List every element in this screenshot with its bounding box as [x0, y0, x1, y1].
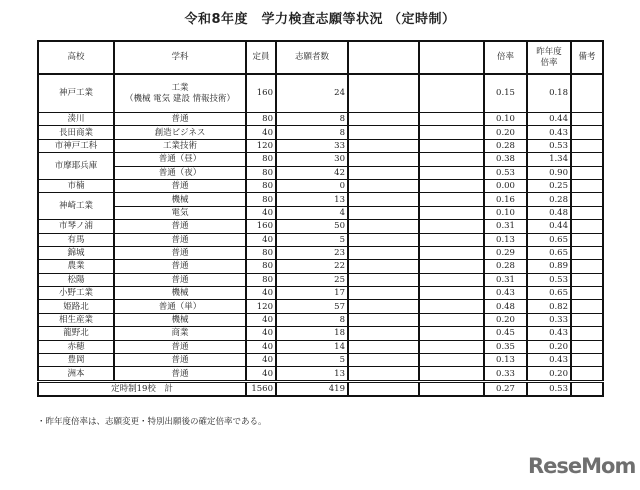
resemom-logo: ReseMom	[528, 454, 636, 478]
header-applicants: 志願者数	[276, 41, 348, 74]
table-row	[38, 327, 603, 340]
total-ratio: 0.27	[484, 381, 527, 396]
ratio-cell: 0.13	[484, 354, 527, 367]
table-row	[38, 300, 603, 313]
applicants-cell: 25	[276, 273, 348, 286]
ratio-cell: 0.53	[484, 166, 527, 179]
applicants-cell: 18	[276, 327, 348, 340]
applicants-cell: 0	[276, 179, 348, 192]
table-row	[38, 287, 603, 300]
blank-cell	[419, 113, 484, 126]
applicants-cell: 4	[276, 206, 348, 219]
table-row	[38, 313, 603, 326]
ratio-cell: 0.10	[484, 206, 527, 219]
blank-cell	[419, 206, 484, 219]
school-cell: 長田商業	[38, 126, 114, 139]
capacity-cell: 160	[246, 74, 276, 113]
school-cell: 市楠	[38, 179, 114, 192]
table-row	[38, 220, 603, 233]
blank-cell	[419, 260, 484, 273]
table-row	[38, 233, 603, 246]
blank-cell	[348, 327, 419, 340]
ratio-cell: 0.20	[484, 126, 527, 139]
dept-cell: 普通（夜）	[114, 166, 246, 179]
header-ratio: 倍率	[484, 41, 527, 74]
dept-cell: 普通（昼）	[114, 153, 246, 166]
applicants-cell: 42	[276, 166, 348, 179]
blank-cell	[348, 367, 419, 381]
capacity-cell: 80	[246, 153, 276, 166]
blank-cell	[419, 193, 484, 206]
blank-cell	[348, 153, 419, 166]
school-cell: 神戸工業	[38, 74, 114, 113]
blank-cell	[419, 246, 484, 259]
capacity-cell: 40	[246, 287, 276, 300]
remarks-cell	[571, 287, 603, 300]
remarks-cell	[571, 74, 603, 113]
ratio-cell: 0.16	[484, 193, 527, 206]
header-prev-ratio-label: 昨年度倍率	[536, 46, 562, 68]
blank-cell	[348, 220, 419, 233]
capacity-cell: 40	[246, 327, 276, 340]
total-capacity: 1560	[246, 381, 276, 396]
capacity-cell: 80	[246, 246, 276, 259]
capacity-cell: 40	[246, 313, 276, 326]
ratio-cell: 0.38	[484, 153, 527, 166]
prev-ratio-cell: 0.44	[527, 113, 571, 126]
dept-cell: 商業	[114, 327, 246, 340]
dept-cell: 普通	[114, 220, 246, 233]
dept-cell	[114, 74, 246, 113]
remarks-cell	[571, 233, 603, 246]
capacity-cell: 40	[246, 206, 276, 219]
blank-cell	[348, 300, 419, 313]
applicants-cell: 13	[276, 367, 348, 381]
blank-cell	[419, 381, 484, 396]
ratio-cell: 0.45	[484, 327, 527, 340]
table-row	[38, 139, 603, 152]
blank-cell	[348, 113, 419, 126]
school-cell: 湊川	[38, 113, 114, 126]
blank-cell	[348, 179, 419, 192]
ratio-cell: 0.43	[484, 287, 527, 300]
dept-cell: 普通	[114, 246, 246, 259]
blank-cell	[419, 300, 484, 313]
applicants-cell: 30	[276, 153, 348, 166]
school-cell: 市神戸工科	[38, 139, 114, 152]
applicants-cell: 23	[276, 246, 348, 259]
applicants-cell: 8	[276, 313, 348, 326]
prev-ratio-cell: 1.34	[527, 153, 571, 166]
prev-ratio-cell: 0.65	[527, 246, 571, 259]
prev-ratio-cell: 0.90	[527, 166, 571, 179]
prev-ratio-cell: 0.65	[527, 233, 571, 246]
table-row	[38, 153, 603, 166]
table-row	[38, 367, 603, 381]
ratio-cell: 0.00	[484, 179, 527, 192]
applicants-cell: 22	[276, 260, 348, 273]
header-row	[38, 41, 603, 74]
prev-ratio-cell: 0.53	[527, 273, 571, 286]
page-title: 令和8年度 学力検査志願等状況 （定時制）	[184, 12, 456, 27]
remarks-cell	[571, 153, 603, 166]
blank-cell	[419, 354, 484, 367]
blank-cell	[348, 246, 419, 259]
dept-cell: 普通	[114, 233, 246, 246]
prev-ratio-cell: 0.20	[527, 367, 571, 381]
dept-cell: 機械	[114, 287, 246, 300]
prev-ratio-cell: 0.28	[527, 193, 571, 206]
blank-cell	[348, 340, 419, 353]
school-cell: 農業	[38, 260, 114, 273]
dept-label: 工業	[171, 82, 189, 93]
prev-ratio-cell: 0.82	[527, 300, 571, 313]
applicants-cell: 57	[276, 300, 348, 313]
header-blank-2	[419, 41, 484, 74]
school-cell: 小野工業	[38, 287, 114, 300]
prev-ratio-cell: 0.48	[527, 206, 571, 219]
blank-cell	[419, 273, 484, 286]
capacity-cell: 120	[246, 139, 276, 152]
blank-cell	[419, 340, 484, 353]
remarks-cell	[571, 206, 603, 219]
capacity-cell: 40	[246, 340, 276, 353]
table-row	[38, 246, 603, 259]
capacity-cell: 80	[246, 179, 276, 192]
total-label: 定時制19校 計	[38, 381, 246, 396]
blank-cell	[348, 313, 419, 326]
prev-ratio-cell: 0.43	[527, 126, 571, 139]
footnote: ・昨年度倍率は、志願変更・特別出願後の確定倍率である。	[37, 417, 267, 427]
remarks-cell	[571, 260, 603, 273]
dept-cell: 普通	[114, 340, 246, 353]
school-cell: 姫路北	[38, 300, 114, 313]
remarks-cell	[571, 193, 603, 206]
remarks-cell	[571, 166, 603, 179]
remarks-cell	[571, 113, 603, 126]
applicants-cell: 5	[276, 233, 348, 246]
prev-ratio-cell: 0.43	[527, 354, 571, 367]
applicants-cell: 50	[276, 220, 348, 233]
blank-cell	[348, 354, 419, 367]
capacity-cell: 120	[246, 300, 276, 313]
total-applicants: 419	[276, 381, 348, 396]
prev-ratio-cell: 0.89	[527, 260, 571, 273]
ratio-cell: 0.15	[484, 74, 527, 113]
capacity-cell: 80	[246, 273, 276, 286]
remarks-cell	[571, 179, 603, 192]
school-cell: 龍野北	[38, 327, 114, 340]
blank-cell	[419, 139, 484, 152]
header-capacity: 定員	[246, 41, 276, 74]
blank-cell	[419, 166, 484, 179]
dept-cell: 工業技術	[114, 139, 246, 152]
header-remarks: 備考	[571, 41, 603, 74]
table-row	[38, 354, 603, 367]
ratio-cell: 0.29	[484, 246, 527, 259]
table-row	[38, 193, 603, 206]
table-row	[38, 340, 603, 353]
prev-ratio-cell: 0.65	[527, 287, 571, 300]
ratio-cell: 0.33	[484, 367, 527, 381]
prev-ratio-cell: 0.25	[527, 179, 571, 192]
table-row	[38, 206, 603, 219]
capacity-cell: 40	[246, 354, 276, 367]
applicants-cell: 24	[276, 74, 348, 113]
remarks-cell	[571, 340, 603, 353]
blank-cell	[419, 287, 484, 300]
applicants-cell: 8	[276, 126, 348, 139]
ratio-cell: 0.48	[484, 300, 527, 313]
blank-cell	[348, 74, 419, 113]
remarks-cell	[571, 354, 603, 367]
header-blank-1	[348, 41, 419, 74]
table-row	[38, 74, 603, 113]
prev-ratio-cell: 0.44	[527, 220, 571, 233]
capacity-cell: 80	[246, 166, 276, 179]
school-cell: 市琴ノ浦	[38, 220, 114, 233]
prev-ratio-cell: 0.53	[527, 139, 571, 152]
blank-cell	[348, 206, 419, 219]
blank-cell	[348, 233, 419, 246]
table-row	[38, 273, 603, 286]
school-cell: 有馬	[38, 233, 114, 246]
capacity-cell: 80	[246, 193, 276, 206]
remarks-cell	[571, 381, 603, 396]
prev-ratio-cell: 0.20	[527, 340, 571, 353]
dept-sub-label: （機械 電気 建設 情報技術）	[124, 93, 236, 104]
applicants-cell: 17	[276, 287, 348, 300]
blank-cell	[419, 179, 484, 192]
blank-cell	[348, 381, 419, 396]
blank-cell	[348, 139, 419, 152]
school-cell: 相生産業	[38, 313, 114, 326]
school-cell: 洲本	[38, 367, 114, 381]
blank-cell	[419, 367, 484, 381]
ratio-cell: 0.28	[484, 139, 527, 152]
school-cell: 赤穂	[38, 340, 114, 353]
header-school: 高校	[38, 41, 114, 74]
ratio-cell: 0.31	[484, 273, 527, 286]
capacity-cell: 160	[246, 220, 276, 233]
applicants-cell: 8	[276, 113, 348, 126]
table-row	[38, 179, 603, 192]
blank-cell	[419, 74, 484, 113]
dept-cell: 普通	[114, 354, 246, 367]
dept-cell: 電気	[114, 206, 246, 219]
capacity-cell: 40	[246, 126, 276, 139]
blank-cell	[348, 273, 419, 286]
remarks-cell	[571, 246, 603, 259]
applicants-cell: 5	[276, 354, 348, 367]
dept-cell: 創造ビジネス	[114, 126, 246, 139]
ratio-cell: 0.31	[484, 220, 527, 233]
applicants-cell: 33	[276, 139, 348, 152]
school-cell: 神崎工業	[38, 193, 114, 220]
dept-cell: 機械	[114, 193, 246, 206]
ratio-cell: 0.10	[484, 113, 527, 126]
application-status-table	[37, 40, 604, 397]
capacity-cell: 80	[246, 260, 276, 273]
table-row	[38, 113, 603, 126]
prev-ratio-cell: 0.43	[527, 327, 571, 340]
total-row	[38, 381, 603, 396]
dept-cell: 普通	[114, 367, 246, 381]
table-row	[38, 126, 603, 139]
ratio-cell: 0.28	[484, 260, 527, 273]
remarks-cell	[571, 126, 603, 139]
header-dept: 学科	[114, 41, 246, 74]
blank-cell	[419, 233, 484, 246]
applicants-cell: 13	[276, 193, 348, 206]
blank-cell	[348, 126, 419, 139]
dept-cell: 普通（単）	[114, 300, 246, 313]
blank-cell	[348, 193, 419, 206]
total-prev-ratio: 0.53	[527, 381, 571, 396]
remarks-cell	[571, 367, 603, 381]
remarks-cell	[571, 220, 603, 233]
dept-cell: 普通	[114, 260, 246, 273]
dept-cell: 普通	[114, 179, 246, 192]
capacity-cell: 80	[246, 113, 276, 126]
remarks-cell	[571, 300, 603, 313]
dept-cell: 普通	[114, 273, 246, 286]
table-row	[38, 260, 603, 273]
prev-ratio-cell: 0.18	[527, 74, 571, 113]
capacity-cell: 40	[246, 367, 276, 381]
blank-cell	[419, 313, 484, 326]
ratio-cell: 0.35	[484, 340, 527, 353]
school-cell: 市摩耶兵庫	[38, 153, 114, 180]
blank-cell	[419, 153, 484, 166]
header-prev-ratio	[527, 41, 571, 74]
blank-cell	[419, 126, 484, 139]
dept-cell: 機械	[114, 313, 246, 326]
table-row	[38, 166, 603, 179]
ratio-cell: 0.13	[484, 233, 527, 246]
remarks-cell	[571, 327, 603, 340]
blank-cell	[348, 260, 419, 273]
blank-cell	[419, 327, 484, 340]
school-cell: 松陽	[38, 273, 114, 286]
school-cell: 豊岡	[38, 354, 114, 367]
school-cell: 錦城	[38, 246, 114, 259]
dept-cell: 普通	[114, 113, 246, 126]
remarks-cell	[571, 139, 603, 152]
capacity-cell: 40	[246, 233, 276, 246]
applicants-cell: 14	[276, 340, 348, 353]
remarks-cell	[571, 313, 603, 326]
blank-cell	[348, 166, 419, 179]
blank-cell	[348, 287, 419, 300]
blank-cell	[419, 220, 484, 233]
ratio-cell: 0.20	[484, 313, 527, 326]
remarks-cell	[571, 273, 603, 286]
prev-ratio-cell: 0.33	[527, 313, 571, 326]
